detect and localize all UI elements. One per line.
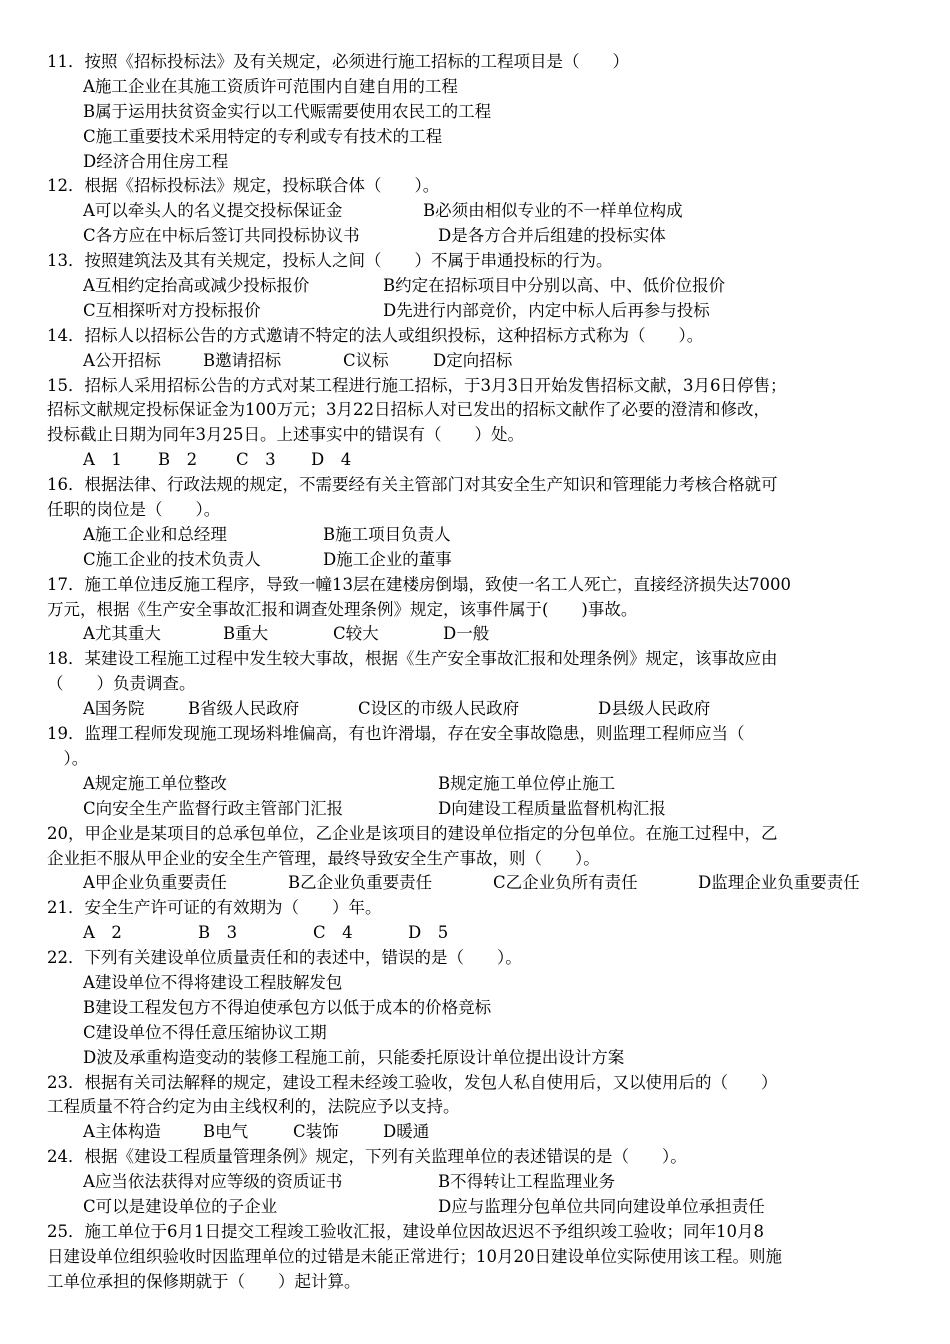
question-11-stem: 11．按照《招标投标法》及有关规定，必须进行施工招标的工程项目是（ ） (47, 52, 629, 71)
question-17-option-c: C较大 (333, 624, 379, 644)
question-12-option-c: C各方应在中标后签订共同投标协议书 (83, 226, 360, 246)
question-16-options-row-1 (47, 523, 917, 548)
question-19-stem-line-2: ）。 (47, 748, 89, 768)
question-15-option-d: D 4 (311, 450, 352, 470)
question-23-option-c: C装饰 (293, 1122, 339, 1142)
question-24-options-row-1 (47, 1170, 917, 1195)
question-14-options-row (47, 349, 917, 374)
question-23-option-b: B电气 (203, 1122, 249, 1142)
question-20-option-b: B乙企业负重要责任 (288, 873, 433, 893)
question-23-option-a: A主体构造 (83, 1122, 161, 1142)
question-18-option-d: D县级人民政府 (598, 699, 711, 719)
question-17-stem-line-1: 17．施工单位违反施工程序，导致一幢13层在建楼房倒塌，致使一名工人死亡，直接经济损失达7000 (47, 574, 791, 594)
question-18-option-b: B省级人民政府 (188, 699, 300, 719)
question-25-stem-line-1: 25．施工单位于6月1日提交工程竣工验收汇报，建设单位因故迟迟不予组织竣工验收；同年10月8 (47, 1221, 764, 1241)
question-18-stem-line-2: （ ）负责调查。 (47, 674, 196, 694)
question-21-option-b: B 3 (198, 923, 238, 943)
question-20-option-d: D监理企业负重要责任 (698, 873, 860, 893)
question-15-stem-line-3: 投标截止日期为同年3月25日。上述事实中的错误有（ ）处。 (47, 425, 524, 445)
question-19-options-row-1 (47, 772, 917, 797)
question-19-stem-line-1: 19．监理工程师发现施工现场料堆偏高，有也许滑塌，存在安全事故隐患，则监理工程师应当（ (47, 724, 745, 744)
question-22-option-a: A建设单位不得将建设工程肢解发包 (83, 972, 343, 992)
question-15-stem-line-1: 15．招标人采用招标公告的方式对某工程进行施工招标，于3月3日开始发售招标文献，3月6日停售； (47, 375, 787, 395)
question-15-option-c: C 3 (236, 450, 276, 470)
question-13-option-a: A互相约定抬高或减少投标报价 (83, 276, 310, 296)
question-16-stem-line-1: 16．根据法律、行政法规的规定，不需要经有关主管部门对其安全生产知识和管理能力考核合格就可 (47, 475, 778, 495)
question-11-option-b: B属于运用扶贫资金实行以工代赈需要使用农民工的工程 (83, 101, 492, 121)
question-20-options-row (47, 871, 917, 896)
question-20-option-a: A甲企业负重要责任 (83, 873, 227, 893)
question-23-options-row (47, 1120, 917, 1145)
question-24-option-b: B不得转让工程监理业务 (438, 1172, 616, 1192)
question-24-options-row-2 (47, 1195, 917, 1220)
question-21-options-row (47, 921, 917, 946)
question-12-stem: 12．根据《招标投标法》规定，投标联合体（ ）。 (47, 176, 440, 196)
question-15-option-b: B 2 (158, 450, 198, 470)
question-23-stem-line-1: 23．根据有关司法解释的规定，建设工程未经竣工验收，发包人私自使用后，又以使用后的（ ） (47, 1072, 778, 1092)
question-13-stem: 13．按照建筑法及其有关规定，投标人之间（ ）不属于串通投标的行为。 (47, 251, 613, 271)
question-17-stem-line-2: 万元，根据《生产安全事故汇报和调查处理条例》规定，该事件属于( )事故。 (47, 599, 638, 619)
question-18-option-a: A国务院 (83, 699, 145, 719)
question-17-option-d: D一般 (443, 624, 490, 644)
question-24-option-c: C可以是建设单位的子企业 (83, 1196, 278, 1216)
question-19-options-row-2 (47, 797, 917, 822)
question-19-option-c: C向安全生产监督行政主管部门汇报 (83, 798, 344, 818)
question-13-options-row-1 (47, 274, 917, 299)
question-14-option-c: C议标 (343, 350, 389, 370)
question-18-option-c: C设区的市级人民政府 (358, 699, 520, 719)
question-16-option-c: C施工企业的技术负责人 (83, 549, 261, 569)
question-20-option-c: C乙企业负所有责任 (493, 873, 638, 893)
question-17-option-b: B重大 (223, 624, 269, 644)
question-21-stem: 21．安全生产许可证的有效期为（ ）年。 (47, 898, 382, 918)
question-24-stem: 24．根据《建设工程质量管理条例》规定，下列有关监理单位的表述错误的是（ ）。 (47, 1147, 687, 1167)
question-13-option-b: B约定在招标项目中分别以高、中、低价位报价 (383, 276, 726, 296)
question-15-stem-line-2: 招标文献规定投标保证金为100万元；3月22日招标人对已发出的招标文献作了必要的澄清和修改， (47, 400, 770, 420)
question-12-options-row-1 (47, 199, 917, 224)
question-24-option-d: D应与监理分包单位共同向建设单位承担责任 (438, 1196, 765, 1216)
question-20-stem-line-1: 20，甲企业是某项目的总承包单位，乙企业是该项目的建设单位指定的分包单位。在施工过程中，乙 (47, 823, 778, 843)
question-18-options-row (47, 697, 917, 722)
question-14-option-a: A公开招标 (83, 350, 161, 370)
question-24-option-a: A应当依法获得对应等级的资质证书 (83, 1172, 343, 1192)
question-22-option-d: D波及承重构造变动的装修工程施工前，只能委托原设计单位提出设计方案 (83, 1047, 625, 1067)
question-11-option-c: C施工重要技术采用特定的专利或专有技术的工程 (83, 126, 443, 146)
question-11-option-a: A施工企业在其施工资质许可范围内自建自用的工程 (83, 76, 458, 96)
question-19-option-b: B规定施工单位停止施工 (438, 773, 616, 793)
question-15-option-a: A 1 (83, 450, 122, 470)
question-13-option-d: D先进行内部竞价，内定中标人后再参与投标 (383, 300, 710, 320)
question-11-option-d: D经济合用住房工程 (83, 151, 229, 171)
question-22-stem: 22．下列有关建设单位质量责任和的表述中，错误的是（ ）。 (47, 948, 522, 968)
question-16-option-b: B施工项目负责人 (323, 524, 451, 544)
question-16-stem-line-2: 任职的岗位是（ ）。 (47, 500, 221, 520)
question-14-option-b: B邀请招标 (203, 350, 282, 370)
question-21-option-d: D 5 (408, 923, 449, 943)
question-12-option-d: D是各方合并后组建的投标实体 (438, 226, 666, 246)
question-14-option-d: D定向招标 (433, 350, 513, 370)
question-25-stem-line-2: 日建设单位组织验收时因监理单位的过错是未能正常进行；10月20日建设单位实际使用该工程。则施 (47, 1246, 782, 1266)
question-18-stem-line-1: 18．某建设工程施工过程中发生较大事故，根据《生产安全事故汇报和处理条例》规定，该事故应由 (47, 649, 778, 669)
question-25-stem-line-3: 工单位承担的保修期就于（ ）起计算。 (47, 1271, 361, 1291)
question-23-option-d: D暖通 (383, 1122, 430, 1142)
question-21-option-a: A 2 (83, 923, 122, 943)
question-12-option-a: A可以牵头人的名义提交投标保证金 (83, 201, 343, 221)
question-14-stem: 14．招标人以招标公告的方式邀请不特定的法人或组织投标，这种招标方式称为（ ）。 (47, 325, 704, 345)
question-20-stem-line-2: 企业拒不服从甲企业的安全生产管理，最终导致安全生产事故，则（ ）。 (47, 848, 600, 868)
question-21-option-c: C 4 (313, 923, 353, 943)
question-16-options-row-2 (47, 548, 917, 573)
question-16-option-a: A施工企业和总经理 (83, 524, 227, 544)
question-13-option-c: C互相探听对方投标报价 (83, 300, 261, 320)
question-list (47, 50, 917, 1295)
question-12-option-b: B必须由相似专业的不一样单位构成 (423, 201, 683, 221)
question-22-option-c: C建设单位不得任意压缩协议工期 (83, 1022, 327, 1042)
question-23-stem-line-2: 工程质量不符合约定为由主线权利的，法院应予以支持。 (47, 1097, 460, 1117)
question-22-option-b: B建设工程发包方不得迫使承包方以低于成本的价格竞标 (83, 997, 492, 1017)
question-15-options-row (47, 448, 917, 473)
question-16-option-d: D施工企业的董事 (323, 549, 452, 569)
question-17-options-row (47, 622, 917, 647)
question-13-options-row-2 (47, 299, 917, 324)
question-12-options-row-2 (47, 224, 917, 249)
question-19-option-a: A规定施工单位整改 (83, 773, 227, 793)
question-17-option-a: A尤其重大 (83, 624, 161, 644)
question-19-option-d: D向建设工程质量监督机构汇报 (438, 798, 666, 818)
